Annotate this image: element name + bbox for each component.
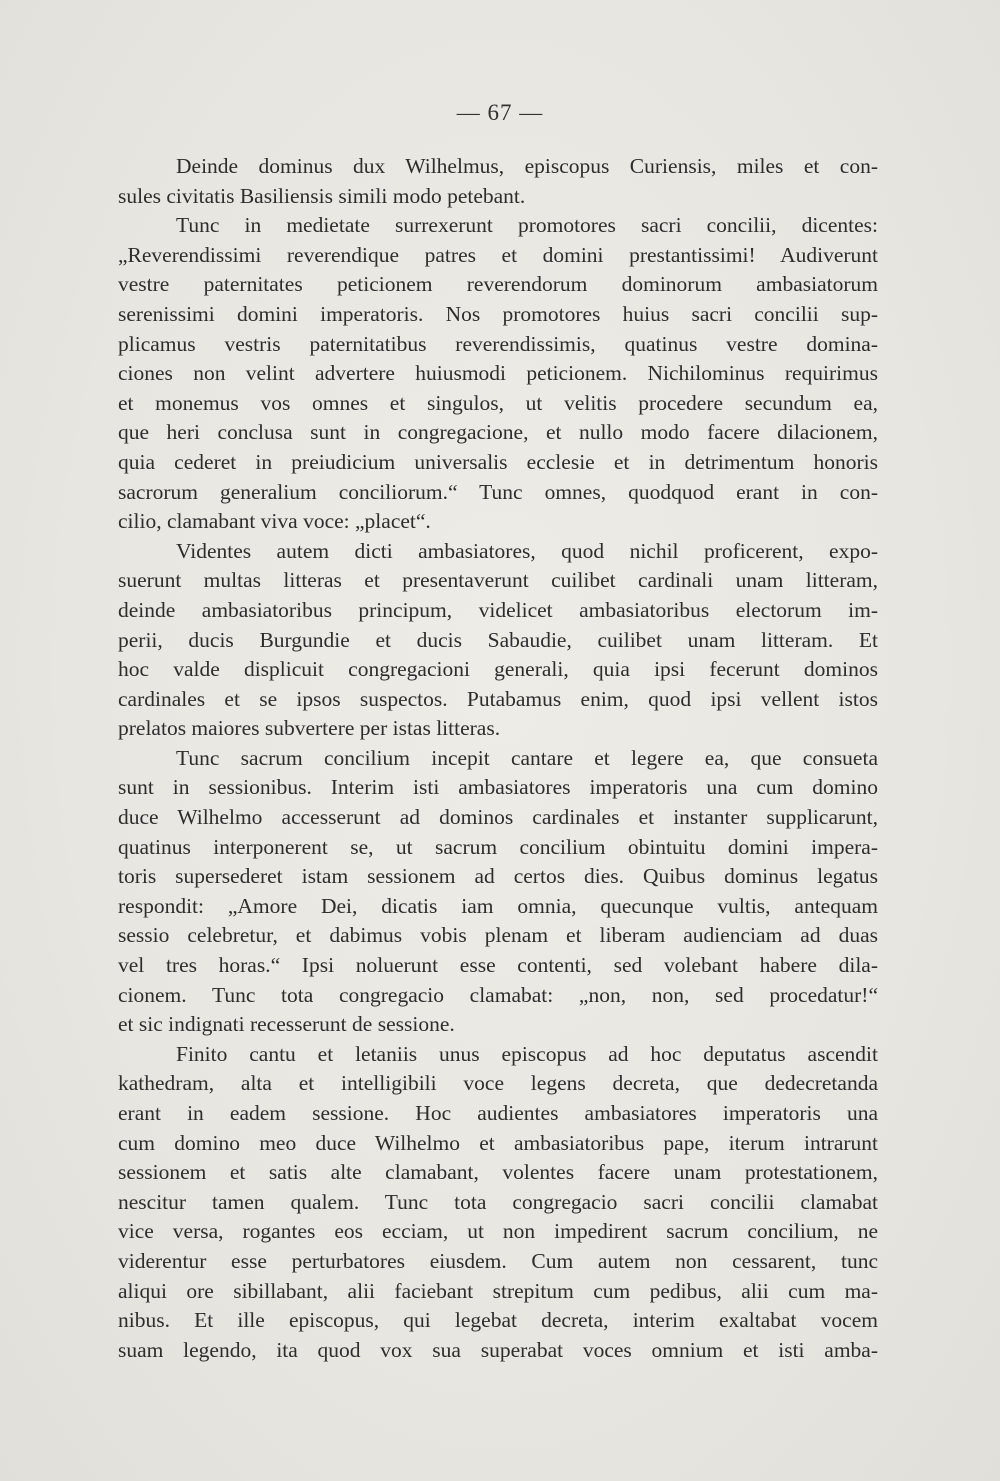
text-line: sessio celebretur, et dabimus vobis plenam et liberam audienciam ad duas [118,923,878,948]
text-line: „Reverendissimi reverendique patres et domini prestantissimi! Audiverunt [118,242,878,267]
text-line: quia cederet in preiudicium universalis ecclesie et in detrimentum honoris [118,449,878,474]
text-line: plicamus vestris paternitatibus reverendissimis, quatinus vestre domina- [118,331,878,356]
text-line: quatinus interponerent se, ut sacrum concilium obintuitu domini impera- [118,834,878,859]
text-line: cum domino meo duce Wilhelmo et ambasiatoribus pape, iterum intrarunt [118,1130,878,1155]
text-line: nibus. Et ille episcopus, qui legebat decreta, interim exaltabat vocem [118,1308,878,1333]
text-line: Tunc in medietate surrexerunt promotores sacri concilii, dicentes: [176,213,878,238]
page-number: — 67 — [456,100,544,125]
text-line: et monemus vos omnes et singulos, ut velitis procedere secundum ea, [118,390,878,415]
text-line: toris supersederet istam sessionem ad certos dies. Quibus dominus legatus [118,864,878,889]
text-line: Finito cantu et letaniis unus episcopus ad hoc deputatus ascendit [176,1041,878,1066]
text-line: viderentur esse perturbatores eiusdem. Cum autem non cessarent, tunc [118,1248,878,1273]
text-line: vestre paternitates peticionem reverendorum dominorum ambasiatorum [118,272,878,297]
text-line: hoc valde displicuit congregacioni generali, quia ipsi fecerunt dominos [118,657,878,682]
body-text [118,152,878,1365]
text-line: et sic indignati recesserunt de sessione. [118,1012,455,1037]
text-line: sules civitatis Basiliensis simili modo petebant. [118,183,526,208]
text-line: nescitur tamen qualem. Tunc tota congregacio sacri concilii clamabat [118,1189,878,1214]
text-line: serenissimi domini imperatoris. Nos promotores huius sacri concilii sup- [118,301,878,326]
text-line: sunt in sessionibus. Interim isti ambasiatores imperatoris una cum domino [118,775,878,800]
text-line: Deinde dominus dux Wilhelmus, episcopus Curiensis, miles et con- [176,154,878,178]
text-line: prelatos maiores subvertere per istas litteras. [118,716,501,741]
text-line: perii, ducis Burgundie et ducis Sabaudie, cuilibet unam litteram. Et [118,627,878,652]
text-line: sacrorum generalium conciliorum.“ Tunc omnes, quodquod erant in con- [118,479,878,504]
text-line: ciones non velint advertere huiusmodi peticionem. Nichilominus requirimus [118,361,878,386]
text-line: suerunt multas litteras et presentaverunt cuilibet cardinali unam litteram, [118,568,878,593]
text-line: aliqui ore sibillabant, alii faciebant strepitum cum pedibus, alii cum ma- [118,1278,878,1303]
text-line: cardinales et se ipsos suspectos. Putabamus enim, quod ipsi vellent istos [118,686,878,711]
text-line: duce Wilhelmo accesserunt ad dominos cardinales et instanter supplicarunt, [118,805,878,830]
text-line: cilio, clamabant viva voce: „placet“. [118,509,431,534]
text-line: vice versa, rogantes eos ecciam, ut non impedirent sacrum concilium, ne [118,1219,878,1244]
text-line: Tunc sacrum concilium incepit cantare et legere ea, que consueta [176,745,878,770]
text-line: erant in eadem sessione. Hoc audientes ambasiatores imperatoris una [118,1101,878,1125]
text-line: kathedram, alta et intelligibili voce legens decreta, que dedecretanda [118,1071,878,1096]
text-line: cionem. Tunc tota congregacio clamabat: „non, non, sed procedatur!“ [118,982,878,1007]
text-line: sessionem et satis alte clamabant, volentes facere unam protestationem, [118,1160,878,1185]
text-line: suam legendo, ita quod vox sua superabat voces omnium et isti amba- [118,1337,878,1362]
text-line: que heri conclusa sunt in congregacione, et nullo modo facere dilacionem, [118,420,878,445]
text-line: Videntes autem dicti ambasiatores, quod nichil proficerent, expo- [176,538,878,563]
text-line: respondit: „Amore Dei, dicatis iam omnia, quecunque vultis, antequam [118,893,878,918]
text-line: vel tres horas.“ Ipsi noluerunt esse contenti, sed volebant habere dila- [118,953,878,978]
text-line: deinde ambasiatoribus principum, videlicet ambasiatoribus electorum im- [118,597,878,622]
